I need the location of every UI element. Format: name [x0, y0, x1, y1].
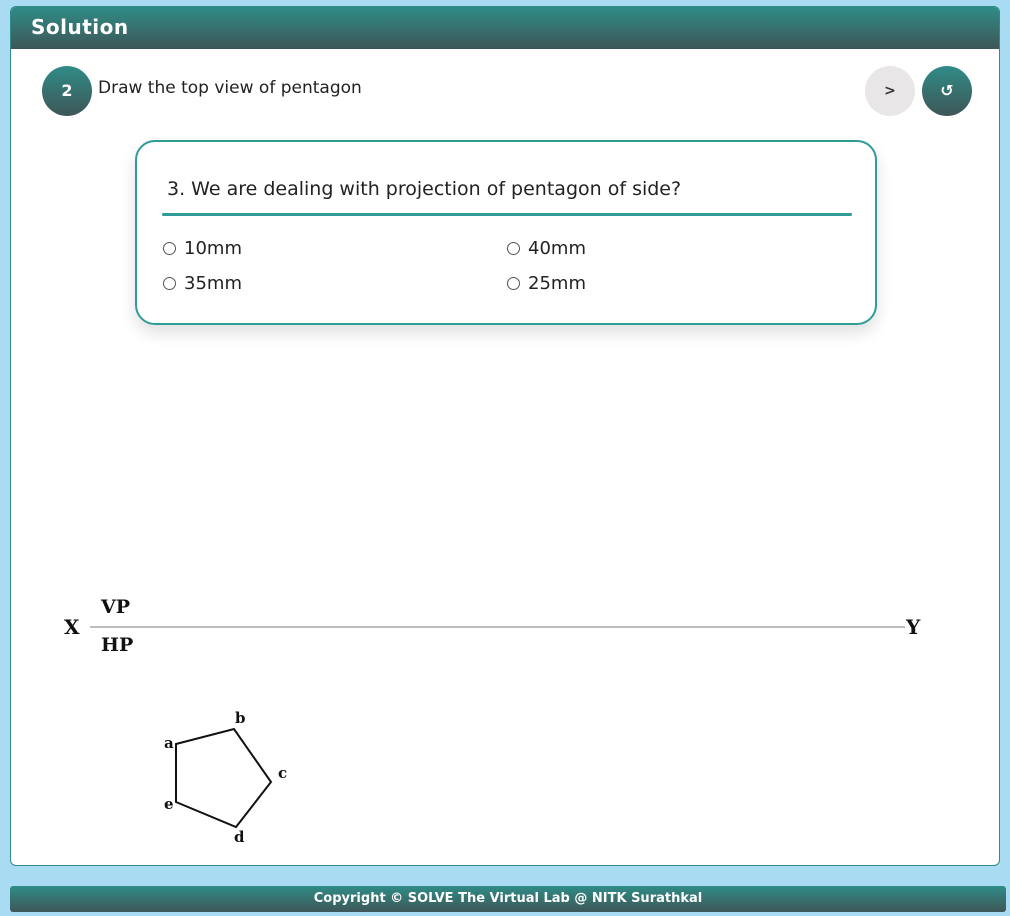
- projection-drawing: [40, 580, 940, 850]
- radio-circle-icon[interactable]: [507, 242, 520, 255]
- option-10mm[interactable]: [163, 238, 242, 259]
- option-label: 35mm: [184, 273, 242, 294]
- option-label: 10mm: [184, 238, 242, 259]
- vertex-label-c: c: [278, 764, 288, 782]
- reset-button[interactable]: ↺: [922, 66, 972, 116]
- quiz-card: [135, 140, 877, 325]
- pentagon-top-view: [176, 729, 271, 827]
- hp-label: HP: [101, 634, 134, 656]
- vertex-label-d: d: [234, 828, 245, 846]
- vertex-label-e: e: [164, 795, 174, 813]
- footer-copyright: Copyright © SOLVE The Virtual Lab @ NITK Surathkal: [10, 886, 1006, 912]
- option-35mm[interactable]: [163, 273, 242, 294]
- radio-circle-icon[interactable]: [163, 277, 176, 290]
- option-label: 40mm: [528, 238, 586, 259]
- vertex-label-b: b: [235, 709, 246, 727]
- x-label: X: [64, 615, 80, 639]
- step-number-badge: 2: [42, 66, 92, 116]
- option-40mm[interactable]: [507, 238, 586, 259]
- radio-circle-icon[interactable]: [163, 242, 176, 255]
- option-label: 25mm: [528, 273, 586, 294]
- next-button[interactable]: >: [865, 66, 915, 116]
- option-25mm[interactable]: [507, 273, 586, 294]
- y-label: Y: [906, 615, 921, 639]
- radio-circle-icon[interactable]: [507, 277, 520, 290]
- step-instruction: Draw the top view of pentagon: [98, 78, 362, 98]
- vp-label: VP: [101, 596, 131, 618]
- panel-title: Solution: [11, 7, 999, 49]
- vertex-label-a: a: [164, 734, 174, 752]
- quiz-question: 3. We are dealing with projection of pentagon of side?: [167, 178, 682, 200]
- quiz-divider: [162, 213, 852, 216]
